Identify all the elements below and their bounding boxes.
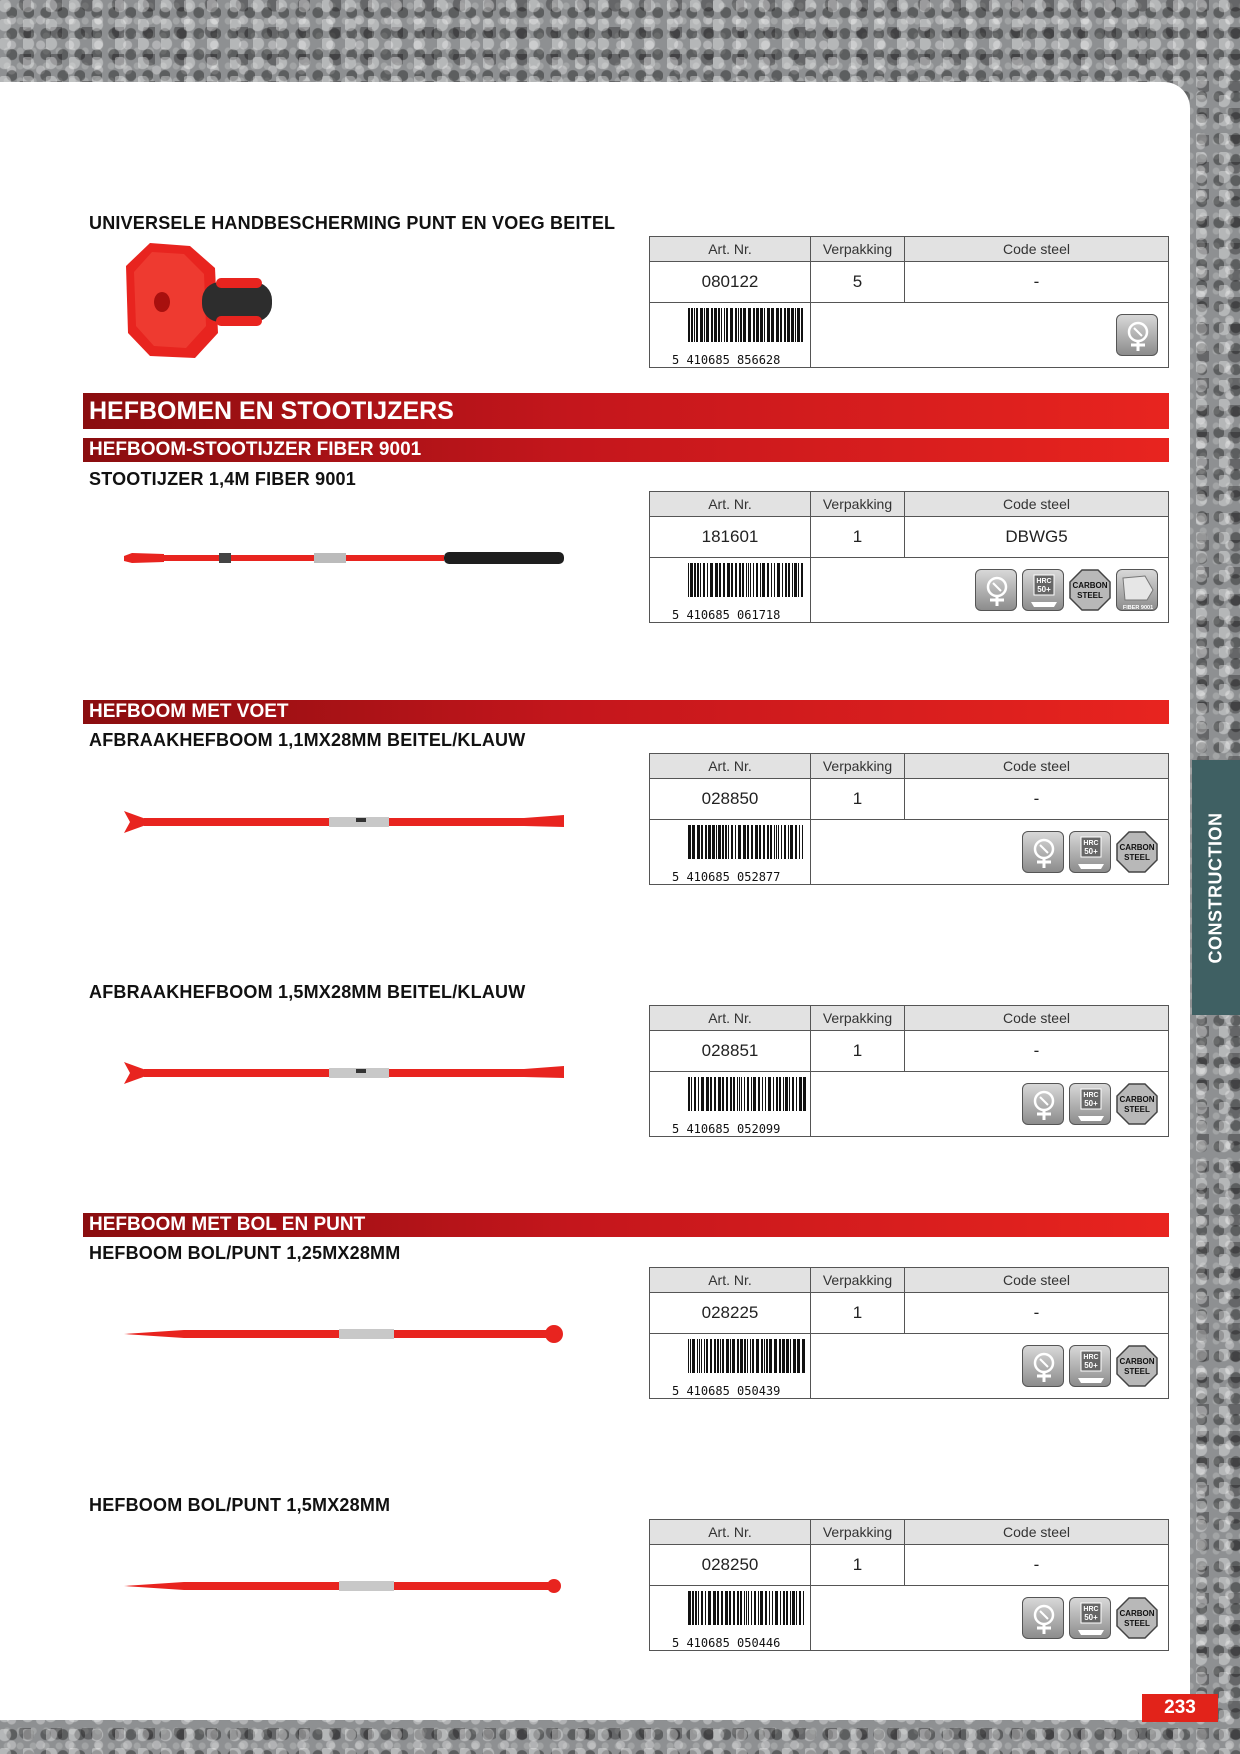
- verpakking-value: 1: [811, 1545, 905, 1585]
- safety-icon: [975, 569, 1017, 611]
- product-table: [649, 753, 1169, 885]
- section-header: [83, 393, 1169, 429]
- product-title: HEFBOOM BOL/PUNT 1,5MX28MM: [89, 1495, 391, 1515]
- subsection-title: HEFBOOM-STOOTIJZER FIBER 9001: [89, 439, 422, 460]
- col-header-art-nr: Art. Nr.: [650, 1268, 811, 1292]
- barcode-number: 5 410685 050439: [672, 1384, 781, 1398]
- barcode-number: 5 410685 061718: [672, 608, 781, 622]
- page-number: 233: [1142, 1694, 1218, 1722]
- feature-icons: [811, 1334, 1168, 1398]
- category-label: CONSTRUCTION: [1205, 812, 1226, 963]
- art-nr-value: 028850: [650, 779, 811, 819]
- steel-label: STEEL: [1124, 853, 1150, 862]
- safety-icon: [1116, 314, 1158, 356]
- safety-icon: [1022, 1083, 1064, 1125]
- barcode-bars: [688, 1339, 806, 1379]
- feature-icons: [811, 1072, 1168, 1136]
- art-nr-value: 028851: [650, 1031, 811, 1071]
- barcode-number: 5 410685 050446: [672, 1636, 781, 1650]
- subsection-title: HEFBOOM MET BOL EN PUNT: [89, 1214, 366, 1235]
- col-header-code-steel: Code steel: [1003, 1010, 1070, 1026]
- hrc-value: 50+: [1084, 1099, 1098, 1108]
- feature-icons: [811, 558, 1168, 622]
- col-header-art-nr: Art. Nr.: [650, 754, 811, 778]
- barcode-bars: [688, 308, 806, 348]
- subsection-header: [83, 700, 1169, 724]
- hrc-label: HRC: [1083, 1606, 1099, 1613]
- feature-icons: [811, 820, 1168, 884]
- art-nr-value: 028250: [650, 1545, 811, 1585]
- art-nr-value: 028225: [650, 1293, 811, 1333]
- carbon-steel-icon: [1116, 1597, 1158, 1639]
- barcode-number: 5 410685 856628: [672, 353, 781, 367]
- product-table: [649, 1519, 1169, 1651]
- subsection-header: [83, 438, 1169, 462]
- carbon-label: CARBON: [1119, 1357, 1155, 1366]
- barcode-number: 5 410685 052877: [672, 870, 781, 884]
- carbon-label: CARBON: [1072, 581, 1108, 590]
- steel-label: STEEL: [1124, 1619, 1150, 1628]
- hrc-label: HRC: [1083, 1092, 1099, 1099]
- barcode: [650, 558, 811, 622]
- col-header-code-steel: Code steel: [1003, 1524, 1070, 1540]
- carbon-label: CARBON: [1119, 843, 1155, 852]
- product-table: [649, 1267, 1169, 1399]
- subsection-header: [83, 1213, 1169, 1237]
- fiber-label: FIBER 9001: [1122, 605, 1154, 611]
- hrc-50-icon: [1069, 831, 1111, 873]
- hrc-value: 50+: [1084, 1361, 1098, 1370]
- hrc-50-icon: [1069, 1597, 1111, 1639]
- carbon-label: CARBON: [1119, 1609, 1155, 1618]
- wrecking-bar-image: [124, 809, 564, 835]
- carbon-steel-icon: [1069, 569, 1111, 611]
- col-header-art-nr: Art. Nr.: [650, 237, 811, 261]
- pointed-bar-image: [124, 1323, 564, 1345]
- barcode: [650, 303, 811, 367]
- hrc-label: HRC: [1083, 1354, 1099, 1361]
- product-title: UNIVERSELE HANDBESCHERMING PUNT EN VOEG BEITEL: [89, 213, 616, 233]
- product-title: STOOTIJZER 1,4M FIBER 9001: [89, 469, 356, 489]
- product-title: AFBRAAKHEFBOOM 1,5MX28MM BEITEL/KLAUW: [89, 982, 526, 1002]
- hrc-value: 50+: [1084, 1613, 1098, 1622]
- barcode: [650, 1586, 811, 1650]
- barcode-number: 5 410685 052099: [672, 1122, 781, 1136]
- section-title: HEFBOMEN EN STOOTIJZERS: [89, 397, 454, 425]
- crowbar-fiber-image: [124, 548, 564, 570]
- hrc-label: HRC: [1083, 840, 1099, 847]
- pointed-bar-image: [124, 1575, 564, 1597]
- code-steel-value: -: [1033, 1041, 1040, 1060]
- product-title: AFBRAAKHEFBOOM 1,1MX28MM BEITEL/KLAUW: [89, 730, 526, 750]
- steel-label: STEEL: [1124, 1105, 1150, 1114]
- category-side-tab: [1192, 760, 1240, 1015]
- col-header-art-nr: Art. Nr.: [650, 492, 811, 516]
- carbon-steel-icon: [1116, 1345, 1158, 1387]
- feature-icons: [811, 1586, 1168, 1650]
- barcode: [650, 1334, 811, 1398]
- col-header-art-nr: Art. Nr.: [650, 1006, 811, 1030]
- hrc-50-icon: [1069, 1083, 1111, 1125]
- col-header-verpakking: Verpakking: [811, 1520, 905, 1544]
- hrc-label: HRC: [1036, 578, 1052, 585]
- wrecking-bar-image: [124, 1060, 564, 1086]
- barcode: [650, 820, 811, 884]
- product-table: [649, 236, 1169, 368]
- verpakking-value: 1: [811, 1293, 905, 1333]
- hrc-value: 50+: [1037, 585, 1051, 594]
- carbon-steel-icon: [1116, 831, 1158, 873]
- product-table: [649, 491, 1169, 623]
- hand-guard-image: [120, 238, 280, 358]
- safety-icon: [1022, 831, 1064, 873]
- subsection-title: HEFBOOM MET VOET: [89, 701, 289, 722]
- verpakking-value: 5: [811, 262, 905, 302]
- col-header-code-steel: Code steel: [1003, 1272, 1070, 1288]
- code-steel-value: -: [1033, 1303, 1040, 1322]
- code-steel-value: -: [1033, 272, 1040, 291]
- safety-icon: [1022, 1597, 1064, 1639]
- verpakking-value: 1: [811, 779, 905, 819]
- hrc-value: 50+: [1084, 847, 1098, 856]
- col-header-verpakking: Verpakking: [811, 754, 905, 778]
- barcode: [650, 1072, 811, 1136]
- steel-label: STEEL: [1124, 1367, 1150, 1376]
- code-steel-value: -: [1033, 789, 1040, 808]
- verpakking-value: 1: [811, 1031, 905, 1071]
- art-nr-value: 080122: [650, 262, 811, 302]
- col-header-verpakking: Verpakking: [811, 1006, 905, 1030]
- hrc-50-icon: [1022, 569, 1064, 611]
- product-table: [649, 1005, 1169, 1137]
- carbon-label: CARBON: [1119, 1095, 1155, 1104]
- col-header-verpakking: Verpakking: [811, 1268, 905, 1292]
- barcode-bars: [688, 1591, 806, 1631]
- art-nr-value: 181601: [650, 517, 811, 557]
- col-header-verpakking: Verpakking: [811, 492, 905, 516]
- col-header-art-nr: Art. Nr.: [650, 1520, 811, 1544]
- code-steel-value: -: [1033, 1555, 1040, 1574]
- barcode-bars: [688, 1077, 806, 1117]
- carbon-steel-icon: [1116, 1083, 1158, 1125]
- product-title: HEFBOOM BOL/PUNT 1,25MX28MM: [89, 1243, 401, 1263]
- barcode-bars: [688, 563, 806, 603]
- fiber-9001-icon: [1116, 569, 1158, 611]
- barcode-bars: [688, 825, 806, 865]
- col-header-verpakking: Verpakking: [811, 237, 905, 261]
- safety-icon: [1022, 1345, 1064, 1387]
- col-header-code-steel: Code steel: [1003, 758, 1070, 774]
- code-steel-value: DBWG5: [1005, 527, 1068, 546]
- col-header-code-steel: Code steel: [1003, 496, 1070, 512]
- hrc-50-icon: [1069, 1345, 1111, 1387]
- steel-label: STEEL: [1077, 591, 1103, 600]
- col-header-code-steel: Code steel: [1003, 241, 1070, 257]
- verpakking-value: 1: [811, 517, 905, 557]
- feature-icons: [811, 303, 1168, 367]
